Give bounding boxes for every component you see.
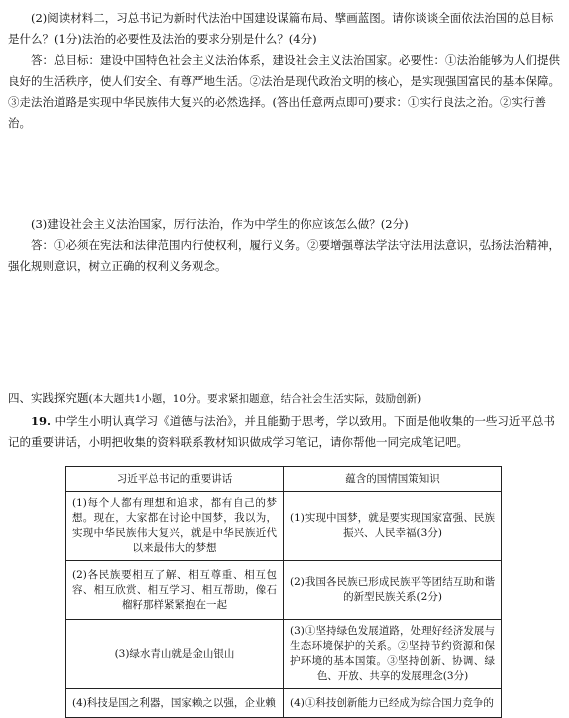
speech-cell: (3)绿水青山就是金山银山 <box>66 620 284 689</box>
table-row <box>66 561 502 620</box>
question-19-number: 19. <box>31 414 52 428</box>
question-2: (2)阅读材料二，习总书记为新时代法治中国建设谋篇布局、擘画蓝图。请你谈谈全面依法治国的总目标是什么？(1分)法治的必要性及法治的要求分别是什么？(4分) <box>8 11 554 46</box>
table-header-row <box>66 467 502 492</box>
speech-cell: (2)各民族要相互了解、相互尊重、相互包容、相互欣赏、相互学习、相互帮助，像石榴籽那样紧紧抱在一起 <box>66 561 284 620</box>
table-header-knowledge: 蕴含的国情国策知识 <box>284 467 502 492</box>
speech-cell: (4)科技是国之利器，国家赖之以强，企业赖 <box>66 689 284 718</box>
question-19 <box>0 411 569 453</box>
table-header-speech: 习近平总书记的重要讲话 <box>66 467 284 492</box>
knowledge-cell: (4)①科技创新能力已经成为综合国力竞争的 <box>284 689 502 718</box>
knowledge-cell: (1)实现中国梦，就是要实现国家富强、民族振兴、人民幸福(3分) <box>284 492 502 561</box>
section-note: (本大题共1小题，10分。要求紧扣题意，结合社会生活实际，鼓励创新) <box>88 393 422 405</box>
answer-3: 答：①必须在宪法和法律范围内行使权利，履行义务。②要增强尊法学法守法用法意识，弘扬法治精神，强化规则意识，树立正确的权利义务观念。 <box>8 238 560 273</box>
section-title: 四、实践探究题 <box>8 391 89 405</box>
section-heading <box>0 388 569 410</box>
table-row <box>66 492 502 561</box>
table-row <box>66 620 502 689</box>
knowledge-cell: (3)①坚持绿色发展道路，处理好经济发展与生态环境保护的关系。②坚持节约资源和保护环境的基本国策。③坚持创新、协调、绿色、开放、共享的发展理念(3分) <box>284 620 502 689</box>
question-3: (3)建设社会主义法治国家，厉行法治，作为中学生的你应该怎么做？(2分) <box>31 217 409 231</box>
answer-2: 答：总目标：建设中国特色社会主义法治体系，建设社会主义法治国家。必要性：①法治能够为人们提供良好的生活秩序，使人们安全、有尊严地生活。②法治是现代政治文明的核心，是实现强国富民的基本保障。③走法治道路是实现中华民族伟大复兴的必然选择。(答出任意两点即可)要求：①实行良法之治。②实行善治。 <box>8 53 560 130</box>
question-19-text: 中学生小明认真学习《道德与法治》，并且能勤于思考，学以致用。下面是他收集的一些习近平总书记的重要讲话，小明把收集的资料联系教材知识做成学习笔记，请你帮他一同完成笔记吧。 <box>8 414 555 449</box>
notes-table <box>65 466 502 718</box>
speech-cell: (1)每个人都有理想和追求，都有自己的梦想。现在，大家都在讨论中国梦，我以为，实现中华民族伟大复兴，就是中华民族近代以来最伟大的梦想 <box>66 492 284 561</box>
knowledge-cell: (2)我国各民族已形成民族平等团结互助和谐的新型民族关系(2分) <box>284 561 502 620</box>
